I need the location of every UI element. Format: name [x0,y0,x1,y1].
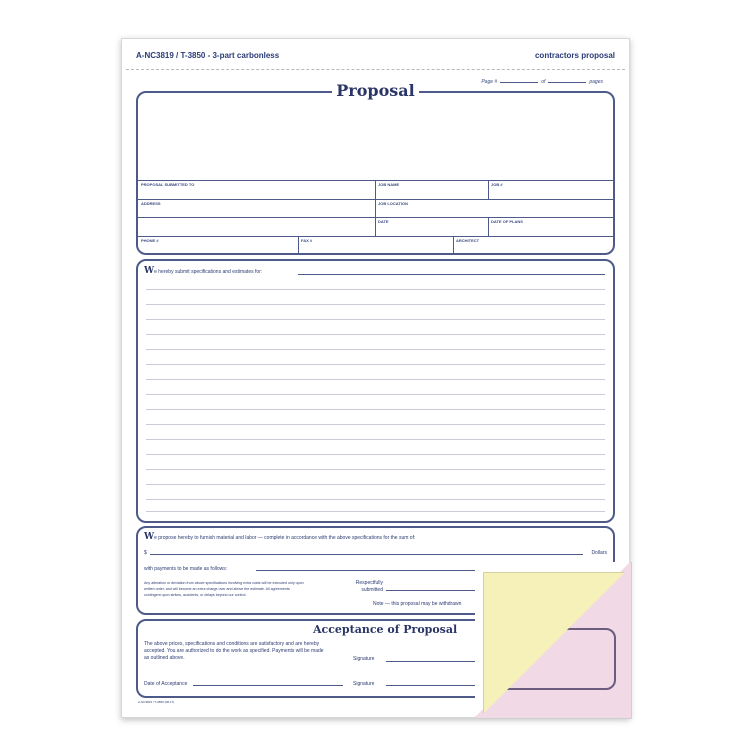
acceptance-text: The above prices, specifications and conditions are satisfactory and are hereby accepted. You are authorized to do the work as specified. Payments will be made as outlined above. [144,641,324,661]
pricing-heading: e propose hereby to furnish material and labor — complete in accordance with the above specifications for the sum of: [154,535,416,541]
carbon-copies-corner [475,562,630,717]
date-field[interactable]: DATE [378,219,389,224]
disclaimer-text: Any alteration or deviation from above specifications involving extra costs will be executed only upon written order, and will become an extra charge over and above the estimate. All agreements contingent upon strikes, accidents, or delays beyond our control. [144,581,304,597]
footer-code: A-NC3819 / T-3850 (08-17) [138,700,175,704]
job-location-field[interactable]: JOB LOCATION [378,201,408,206]
sum-field[interactable] [150,554,583,555]
address-field[interactable]: ADDRESS [141,201,161,206]
specifications-heading: e hereby submit specifications and estimates for: [154,269,263,275]
acceptance-box: Acceptance of Proposal The above prices, specifications and conditions are satisfactory and are hereby accepted. You are authorized to do the work as specified. Payments will be made as outlined above. Signature Date of Acceptance Signature [136,619,615,698]
withdrawal-note: Note — this proposal may be withdrawn [373,601,462,607]
specifications-box [136,259,615,523]
page-number-field[interactable]: Page # of pages [481,79,603,85]
date-of-acceptance-field[interactable] [193,685,343,686]
phone-field[interactable]: PHONE # [141,238,159,243]
acceptance-title: Acceptance of Proposal [313,623,458,636]
job-name-field[interactable]: JOB NAME [378,182,400,187]
pricing-box: We propose hereby to furnish material and labor — complete in accordance with the above specifications for the sum of: $ Dollars with payments to be made as follows: Any alteration or deviation from above specifications involving extra costs will be executed only upon written order, and will become an extra charge over and above the estimate. All agreements contingent upon strikes, accidents, or delays beyond our control. Respectfully submitted Note — this proposal may be withdrawn [136,526,615,615]
specifications-initial: W [144,266,155,276]
fax-field[interactable]: FAX # [301,238,313,243]
perforation-line [126,69,625,70]
form-type: contractors proposal [534,51,615,60]
job-number-field[interactable]: JOB # [491,182,503,187]
date-of-plans-field[interactable]: DATE OF PLANS [491,219,523,224]
architect-field[interactable]: ARCHITECT [456,238,480,243]
product-code: A-NC3819 / T-3850 - 3-part carbonless [136,51,280,60]
proposal-info-box [136,79,615,255]
submitted-to-field[interactable]: PROPOSAL SUBMITTED TO [141,182,195,187]
proposal-title: Proposal [332,81,418,100]
